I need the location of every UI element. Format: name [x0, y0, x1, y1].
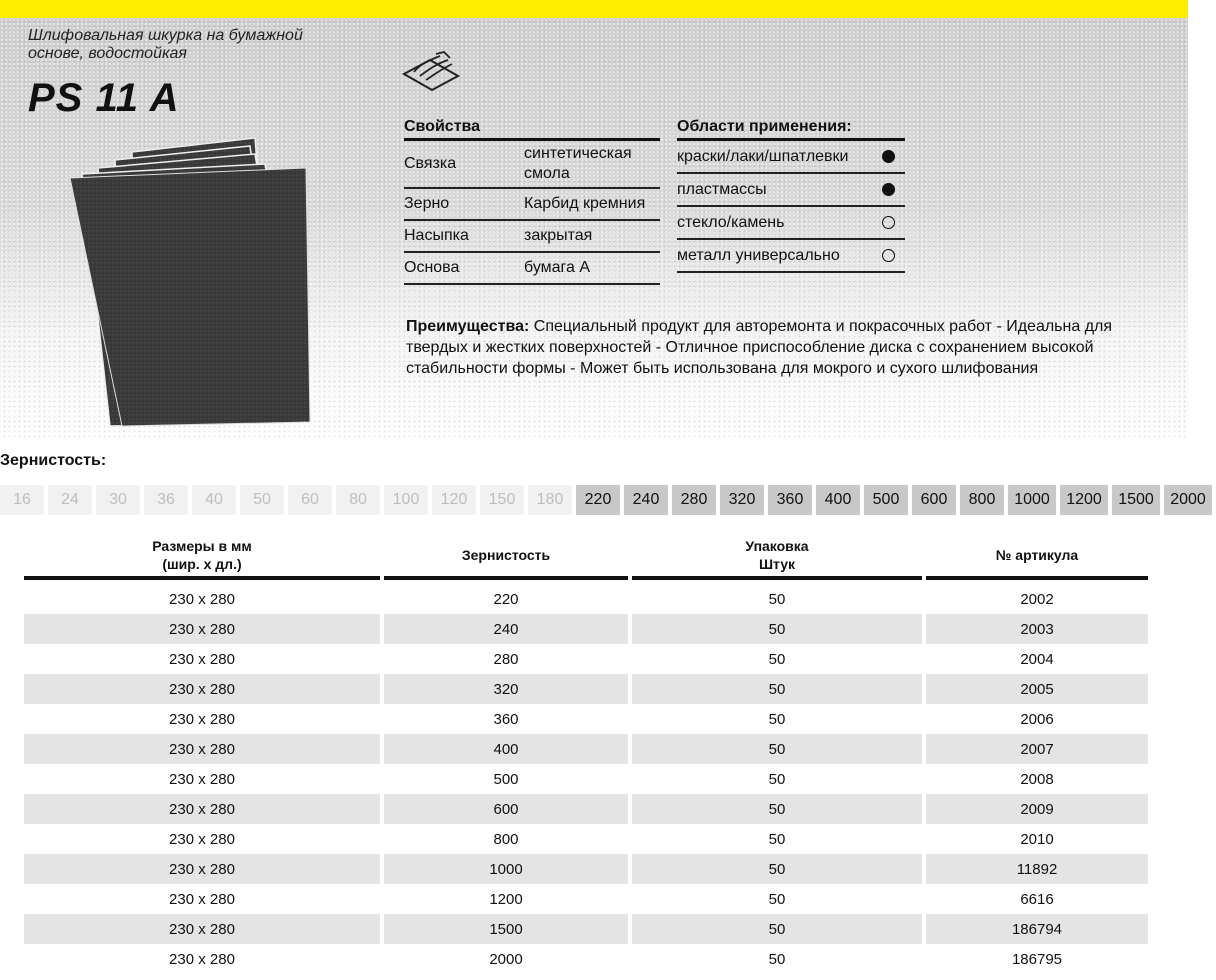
property-key: Насыпка: [404, 227, 469, 244]
application-row: [677, 240, 905, 273]
table-cell: 2002: [1020, 590, 1054, 608]
table-cell: 230 x 280: [24, 614, 380, 644]
table-row: [24, 614, 1154, 644]
table-cell: 1500: [384, 914, 628, 944]
table-cell: 2009: [926, 794, 1148, 824]
table-row: [24, 824, 1154, 854]
table-cell: 50: [768, 770, 786, 788]
property-value: бумага А: [524, 259, 591, 276]
hand-sanding-icon: [400, 50, 464, 94]
table-cell: 50: [632, 734, 922, 764]
table-cell: 11892: [926, 854, 1148, 884]
table-cell: 240: [384, 614, 628, 644]
table-cell: 2004: [1020, 650, 1054, 668]
table-cell: 230 x 280: [169, 590, 235, 608]
table-cell: 320: [384, 674, 628, 704]
grit-cell: 30: [96, 485, 140, 515]
application-row: [677, 174, 905, 207]
header-size-line1: Размеры в мм: [152, 538, 252, 554]
table-cell: 50: [768, 590, 786, 608]
grit-cell: 16: [0, 485, 44, 515]
table-cell: 2008: [1020, 770, 1054, 788]
table-cell: 230 x 280: [24, 914, 380, 944]
table-cell: 230 x 280: [169, 890, 235, 908]
application-label: пластмассы: [677, 180, 767, 198]
table-cell: 50: [632, 614, 922, 644]
header-grit: [384, 534, 628, 580]
table-cell: 360: [493, 710, 519, 728]
advantages-label: Преимущества:: [406, 318, 530, 335]
grit-cell: 24: [48, 485, 92, 515]
table-row: [24, 584, 1154, 614]
property-value: синтетическая смола: [524, 145, 632, 182]
applications-table: [677, 118, 905, 273]
table-cell: 2000: [489, 950, 523, 968]
table-row: [24, 854, 1154, 884]
property-key: Основа: [404, 259, 460, 276]
table-cell: 6616: [1020, 890, 1054, 908]
header-article: [926, 534, 1148, 580]
grit-label: Зернистость:: [0, 452, 107, 469]
table-cell: 230 x 280: [24, 794, 380, 824]
grit-cell: 150: [480, 485, 524, 515]
grit-cell: 1200: [1060, 485, 1108, 515]
applications-title: Области применения:: [677, 118, 905, 141]
product-subtitle: Шлифовальная шкурка на бумажной основе, водостойкая: [28, 27, 303, 62]
yellow-top-bar: [0, 0, 1188, 18]
table-cell: 230 x 280: [169, 950, 235, 968]
grit-cell: 240: [624, 485, 668, 515]
grit-cell: 360: [768, 485, 812, 515]
table-cell: 50: [632, 794, 922, 824]
header-article-text: № артикула: [995, 547, 1079, 563]
table-cell: 50: [632, 674, 922, 704]
grit-cell: 2000: [1164, 485, 1212, 515]
table-cell: 230 x 280: [24, 674, 380, 704]
properties-row: [404, 189, 660, 221]
table-row: [24, 914, 1154, 944]
table-row: [24, 794, 1154, 824]
table-cell: 186795: [1011, 950, 1063, 968]
properties-row: [404, 141, 660, 189]
table-cell: 50: [632, 854, 922, 884]
grit-cell: 400: [816, 485, 860, 515]
grit-cell: 500: [864, 485, 908, 515]
table-cell: 230 x 280: [169, 710, 235, 728]
property-key: Зерно: [404, 195, 450, 212]
table-cell: 50: [768, 830, 786, 848]
table-cell: 50: [632, 914, 922, 944]
property-value: Карбид кремния: [524, 195, 646, 212]
table-body: [24, 584, 1154, 974]
grit-strip: [0, 485, 1216, 515]
grit-cell: 280: [672, 485, 716, 515]
advantages-text: [406, 316, 1176, 379]
grit-cell: 120: [432, 485, 476, 515]
properties-table: [404, 118, 660, 285]
table-cell: 280: [493, 650, 519, 668]
grit-cell: 40: [192, 485, 236, 515]
properties-row: [404, 253, 660, 285]
table-row: [24, 734, 1154, 764]
table-cell: 2005: [926, 674, 1148, 704]
grit-cell: 1000: [1008, 485, 1056, 515]
table-cell: 230 x 280: [169, 770, 235, 788]
grit-cell: 600: [912, 485, 956, 515]
header-size-line2: (шир. х дл.): [162, 556, 242, 572]
grit-cell: 60: [288, 485, 332, 515]
table-cell: 50: [768, 710, 786, 728]
table-cell: 2010: [1020, 830, 1054, 848]
table-cell: 230 x 280: [24, 854, 380, 884]
table-cell: 230 x 280: [24, 734, 380, 764]
properties-row: [404, 221, 660, 253]
header-pack-line2: Штук: [758, 556, 796, 572]
properties-title: Свойства: [404, 118, 660, 141]
table-row: [24, 944, 1154, 974]
sandpaper-sheets-image: [60, 130, 320, 430]
grit-cell: 220: [576, 485, 620, 515]
table-cell: 50: [768, 890, 786, 908]
filled-circle-icon: [882, 183, 895, 196]
table-cell: 400: [384, 734, 628, 764]
table-cell: 2003: [926, 614, 1148, 644]
empty-circle-icon: [882, 249, 895, 262]
property-value: закрытая: [524, 227, 593, 244]
table-row: [24, 674, 1154, 704]
grit-cell: 1500: [1112, 485, 1160, 515]
table-cell: 2007: [926, 734, 1148, 764]
table-cell: 186794: [926, 914, 1148, 944]
table-cell: 50: [768, 650, 786, 668]
application-label: металл универсально: [677, 246, 840, 264]
table-cell: 50: [768, 950, 786, 968]
grit-cell: 180: [528, 485, 572, 515]
grit-cell: 320: [720, 485, 764, 515]
header-pack: [632, 534, 922, 580]
application-row: [677, 141, 905, 174]
property-key: Связка: [404, 155, 457, 172]
grit-cell: 50: [240, 485, 284, 515]
table-cell: 2006: [1020, 710, 1054, 728]
empty-circle-icon: [882, 216, 895, 229]
table-cell: 1200: [489, 890, 523, 908]
header-size: [24, 534, 380, 580]
header-pack-line1: Упаковка: [745, 538, 809, 554]
table-cell: 220: [493, 590, 519, 608]
table-cell: 500: [493, 770, 519, 788]
grit-cell: 80: [336, 485, 380, 515]
table-header: [24, 534, 1154, 580]
application-label: стекло/камень: [677, 213, 785, 231]
grit-cell: 100: [384, 485, 428, 515]
table-row: [24, 644, 1154, 674]
advantages-body: Специальный продукт для авторемонта и покрасочных работ - Идеальна для твердых и жестких поверхностей - Отличное приспособление диска с сохранением высокой стабильности формы - Может быть использована для мокрого и сухого шлифования: [406, 318, 1113, 377]
table-row: [24, 884, 1154, 914]
application-label: краски/лаки/шпатлевки: [677, 147, 849, 165]
table-cell: 230 x 280: [169, 830, 235, 848]
table-row: [24, 764, 1154, 794]
application-row: [677, 207, 905, 240]
table-cell: 800: [493, 830, 519, 848]
header-grit-text: Зернистость: [461, 547, 551, 563]
table-cell: 1000: [384, 854, 628, 884]
grit-cell: 800: [960, 485, 1004, 515]
table-row: [24, 704, 1154, 734]
product-title: PS 11 A: [28, 76, 180, 120]
table-cell: 600: [384, 794, 628, 824]
table-cell: 230 x 280: [169, 650, 235, 668]
filled-circle-icon: [882, 150, 895, 163]
grit-cell: 36: [144, 485, 188, 515]
